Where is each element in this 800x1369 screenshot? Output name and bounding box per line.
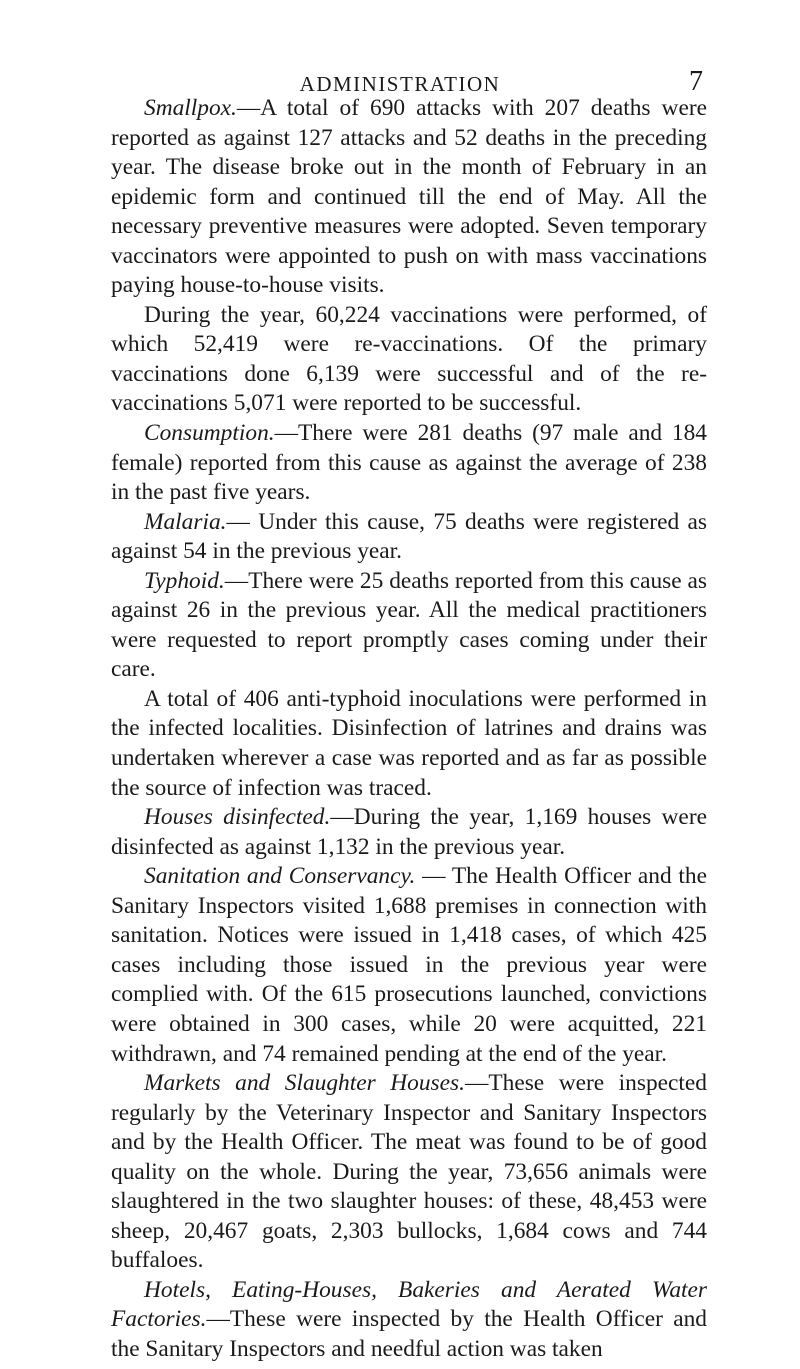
paragraph-text: —There were 25 deaths reported from this cause as against 26 in the previous year. All the medical practitioners were requested to report promptly cases coming under their care. [111,567,707,683]
paragraph-houses-disinfected [111,803,707,862]
paragraph-text: During the year, 60,224 vaccinations were performed, of which 52,419 were re-vaccinations. Of the primary vaccinations done 6,139 were successful and of the re-vaccinations 5,071 were reported to be successful. [111,301,707,417]
paragraph-hotels [111,1276,707,1365]
paragraph-heading: Hotels, Eating-Houses, Bakeries and Aerated Water Factories. [111,1276,707,1333]
paragraph-vaccinations [111,301,707,419]
paragraph-text: —These were inspected regularly by the Veterinary Inspector and Sanitary Inspectors and by the Health Officer. The meat was found to be of good quality on the whole. During the year, 73,656 animals were slaughtered in the two slaughter houses: of these, 48,453 were sheep, 20,467 goats, 2,303 bullocks, 1,684 cows and 744 buffaloes. [111,1070,707,1274]
paragraph-text: —There were 281 deaths (97 male and 184 female) reported from this cause as against the average of 238 in the past five years. [111,420,707,506]
paragraph-text: —A total of 690 attacks with 207 deaths were reported as against 127 attacks and 52 deaths in the preceding year. The disease broke out in the month of February in an epidemic form and continued till the end of May. All the necessary preventive measures were adopted. Seven temporary vaccinators were appointed to push on with mass vaccinations paying house-to-house visits. [111,95,707,299]
paragraph-heading: Houses disinfected. [144,804,331,831]
running-head-title: ADMINISTRATION [299,72,501,96]
paragraph-heading: Malaria. [144,508,227,535]
paragraph-malaria [111,508,707,567]
paragraph-heading: Markets and Slaughter Houses. [144,1070,465,1097]
paragraph-heading: Consumption. [144,420,275,447]
paragraph-inoculations [111,685,707,803]
paragraph-text: —During the year, 1,169 houses were disinfected as against 1,132 in the previous year. [111,804,707,860]
page-number: 7 [689,66,703,97]
paragraph-consumption [111,419,707,508]
paragraph-text: — The Health Officer and the Sanitary Inspectors visited 1,688 premises in connection with sanitation. Notices were issued in 1,418 cases, of which 425 cases including those issued in the previous year were complied with. Of the 615 prosecutions launched, convictions were obtained in 300 cases, while 20 were acquitted, 221 withdrawn, and 74 remained pending at the end of the year. [111,863,708,1067]
paragraph-typhoid [111,567,707,685]
paragraph-heading: Smallpox. [144,95,237,121]
paragraph-text: — Under this cause, 75 deaths were registered as against 54 in the previous year. [111,508,707,565]
paragraph-text: —These were inspected by the Health Officer and the Sanitary Inspectors and needful action was taken [111,1306,707,1362]
paragraph-heading: Sanitation and Conservancy. [144,863,416,890]
paragraph-markets [111,1069,707,1276]
paragraph-heading: Typhoid. [144,567,225,594]
paragraph-sanitation [111,862,707,1069]
paragraph-smallpox [111,94,707,301]
page-body [111,94,707,1365]
paragraph-text: A total of 406 anti-typhoid inoculations were performed in the infected localities. Disinfection of latrines and drains was undertaken wherever a case was reported and as far as possible the source of infection was traced. [111,685,707,801]
